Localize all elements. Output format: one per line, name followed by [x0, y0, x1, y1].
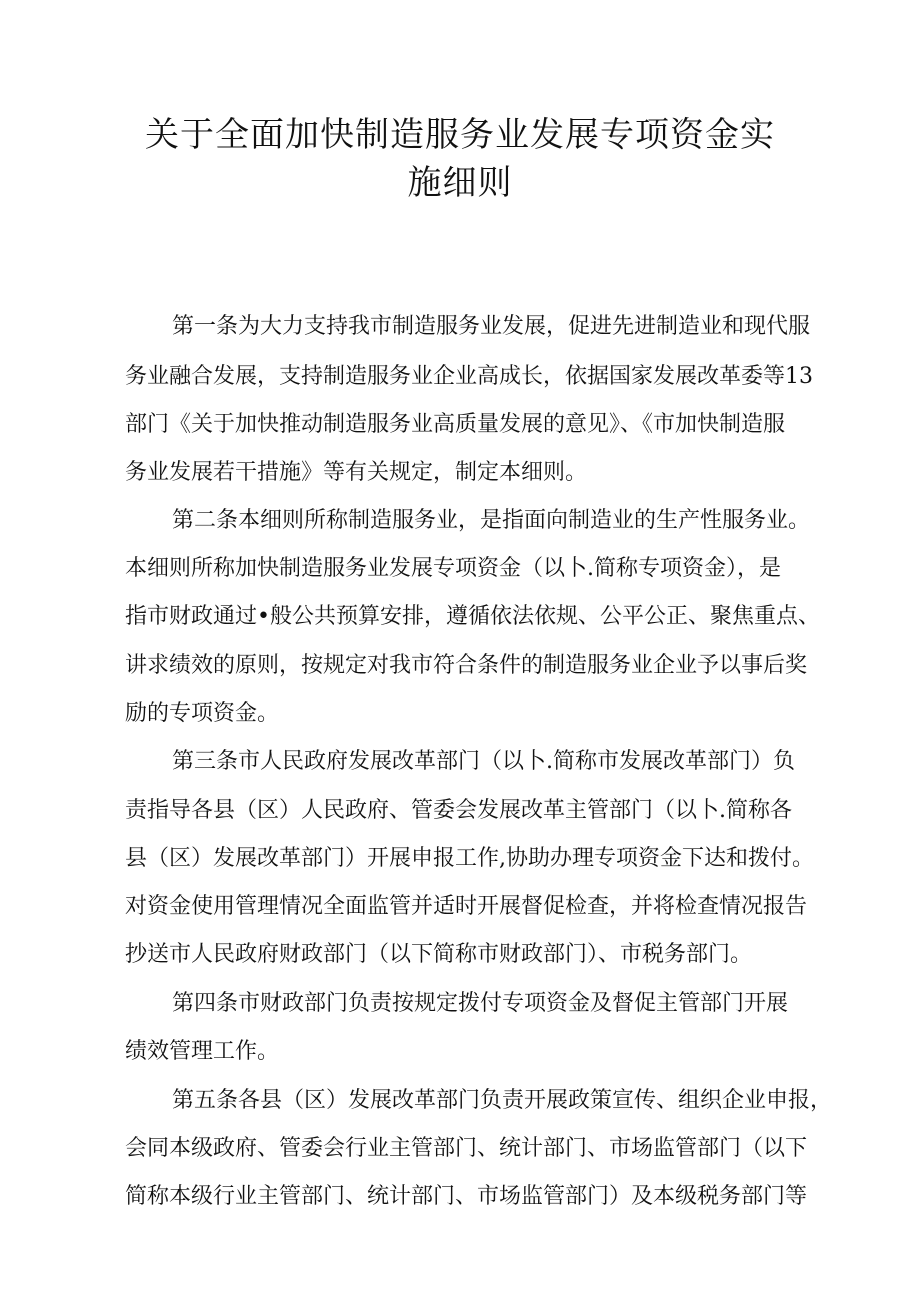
document-title-line-2: 施细则 — [407, 163, 513, 203]
article-1-line-1: 第一条为大力支持我市制造服务业发展，促进先进制造业和现代服 — [172, 314, 811, 339]
article-3-line-3: 县（区）发展改革部门）开展申报工作,协助办理专项资金下达和拨付。 — [125, 846, 814, 871]
article-5-line-3: 简称本级行业主管部门、统计部门、市场监管部门）及本级税务部门等 — [125, 1184, 808, 1209]
article-1-line-4: 务业发展若干措施》等有关规定，制定本细则。 — [125, 460, 588, 485]
article-1-line-3: 部门《关于加快推动制造服务业高质量发展的意见》、《市加快制造服 — [125, 412, 786, 437]
article-3-line-2: 责指导各县（区）人民政府、管委会发展改革主管部门（以卜.简称各 — [125, 798, 792, 823]
article-3-line-1: 第三条市人民政府发展改革部门（以卜.简称市发展改革部门）负 — [172, 749, 795, 774]
article-1-line-2: 务业融合发展，支持制造服务业企业高成长，依据国家发展改革委等13 — [125, 364, 813, 389]
article-4-line-1: 第四条市财政部门负责按规定拨付专项资金及督促主管部门开展 — [172, 991, 789, 1016]
article-2-line-5: 励的专项资金。 — [125, 701, 280, 726]
article-2-line-3: 指市财政通过•般公共预算安排，遵循依法依规、公平公正、聚焦重点、 — [125, 604, 820, 629]
article-2-line-2: 本细则所称加快制造服务业发展专项资金（以卜.简称专项资金），是 — [125, 556, 781, 581]
article-5-line-2: 会同本级政府、管委会行业主管部门、统计部门、市场监管部门（以下 — [125, 1136, 808, 1161]
article-2-line-4: 讲求绩效的原则，按规定对我市符合条件的制造服务业企业予以事后奖 — [125, 653, 808, 678]
article-2-line-1: 第二条本细则所称制造服务业，是指面向制造业的生产性服务业。 — [172, 508, 811, 533]
article-4-line-2: 绩效管理工作。 — [125, 1039, 280, 1064]
article-3-line-5: 抄送市人民政府财政部门（以下简称市财政部门）、市税务部门。 — [125, 942, 753, 967]
document-title-line-1: 关于全面加快制造服务业发展专项资金实 — [145, 115, 775, 155]
article-3-line-4: 对资金使用管理情况全面监管并适时开展督促检查，并将检查情况报告 — [125, 894, 808, 919]
article-5-line-1: 第五条各县（区）发展改革部门负责开展政策宣传、组织企业申报， — [172, 1088, 833, 1113]
